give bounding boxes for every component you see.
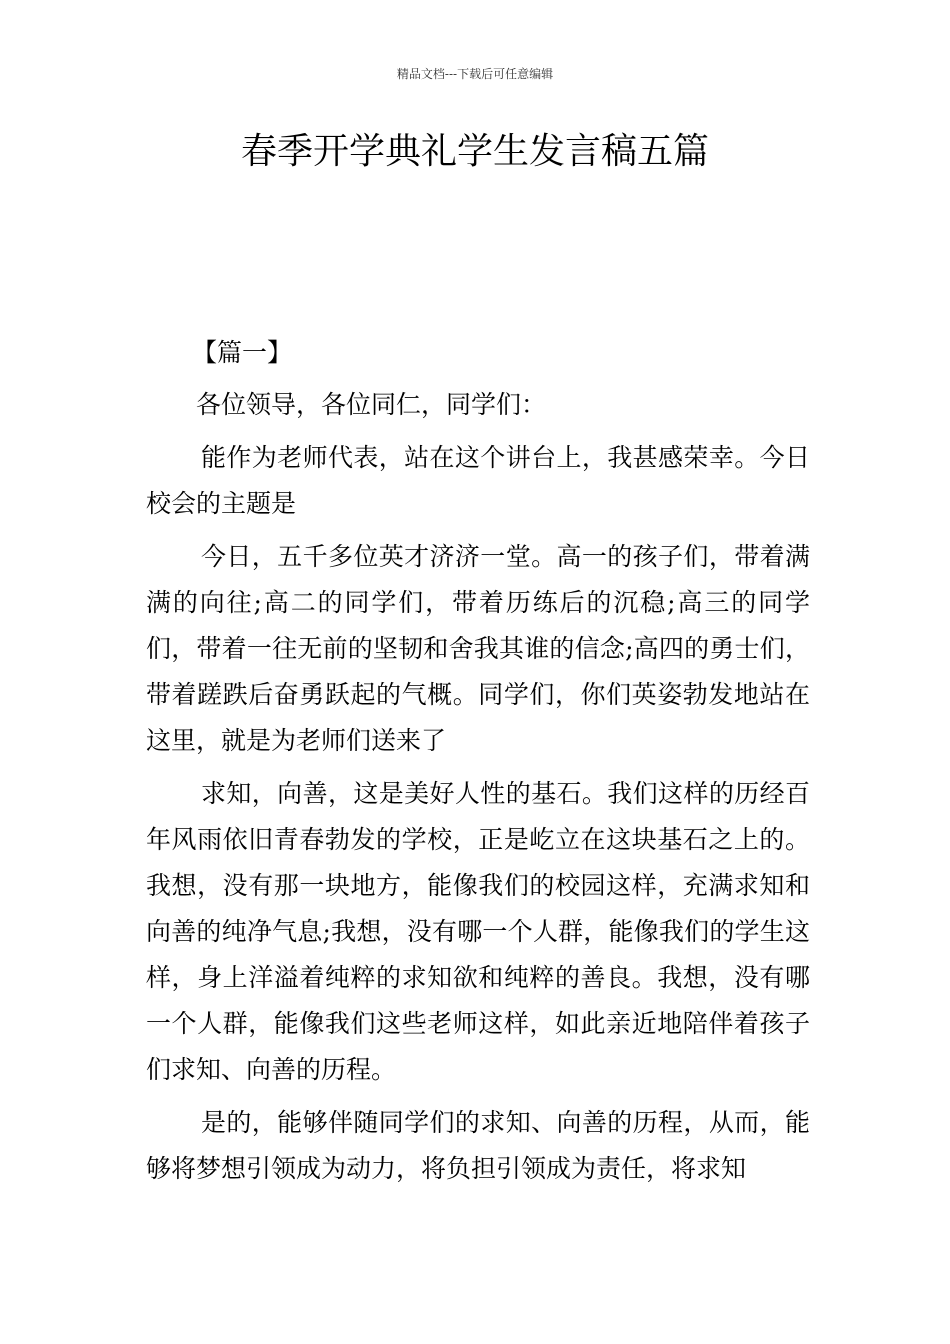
- header-note: 精品文档---下载后可任意编辑: [396, 67, 554, 81]
- section-label: 【篇一】: [192, 338, 293, 367]
- paragraph-3: 求知，向善，这是美好人性的基石。我们这样的历经百年风雨依旧青春勃发的学校，正是屹立在这块基石之上的。我想，没有那一块地方，能像我们的校园这样，充满求知和向善的纯净气息;我想，没有哪一个人群，能像我们的学生这样，身上洋溢着纯粹的求知欲和纯粹的善良。我想，没有哪一个人群，能像我们这些老师这样，如此亲近地陪伴着孩子们求知、向善的历程。: [146, 779, 810, 1084]
- document-title: 春季开学典礼学生发言稿五篇: [240, 131, 709, 172]
- salutation: 各位领导，各位同仁，同学们：: [196, 390, 547, 419]
- document-body: [146, 330, 810, 1192]
- paragraph-4: 是的，能够伴随同学们的求知、向善的历程，从而，能够将梦想引领成为动力，将负担引领成为责任，将求知: [146, 1108, 810, 1183]
- paragraph-1: 能作为老师代表，站在这个讲台上，我甚感荣幸。今日校会的主题是: [146, 443, 810, 518]
- paragraph-2: 今日，五千多位英才济济一堂。高一的孩子们，带着满满的向往;高二的同学们，带着历练后的沉稳;高三的同学们，带着一往无前的坚韧和舍我其谁的信念;高四的勇士们，带着蹉跌后奋勇跃起的气概。同学们，你们英姿勃发地站在这里，就是为老师们送来了: [146, 542, 810, 755]
